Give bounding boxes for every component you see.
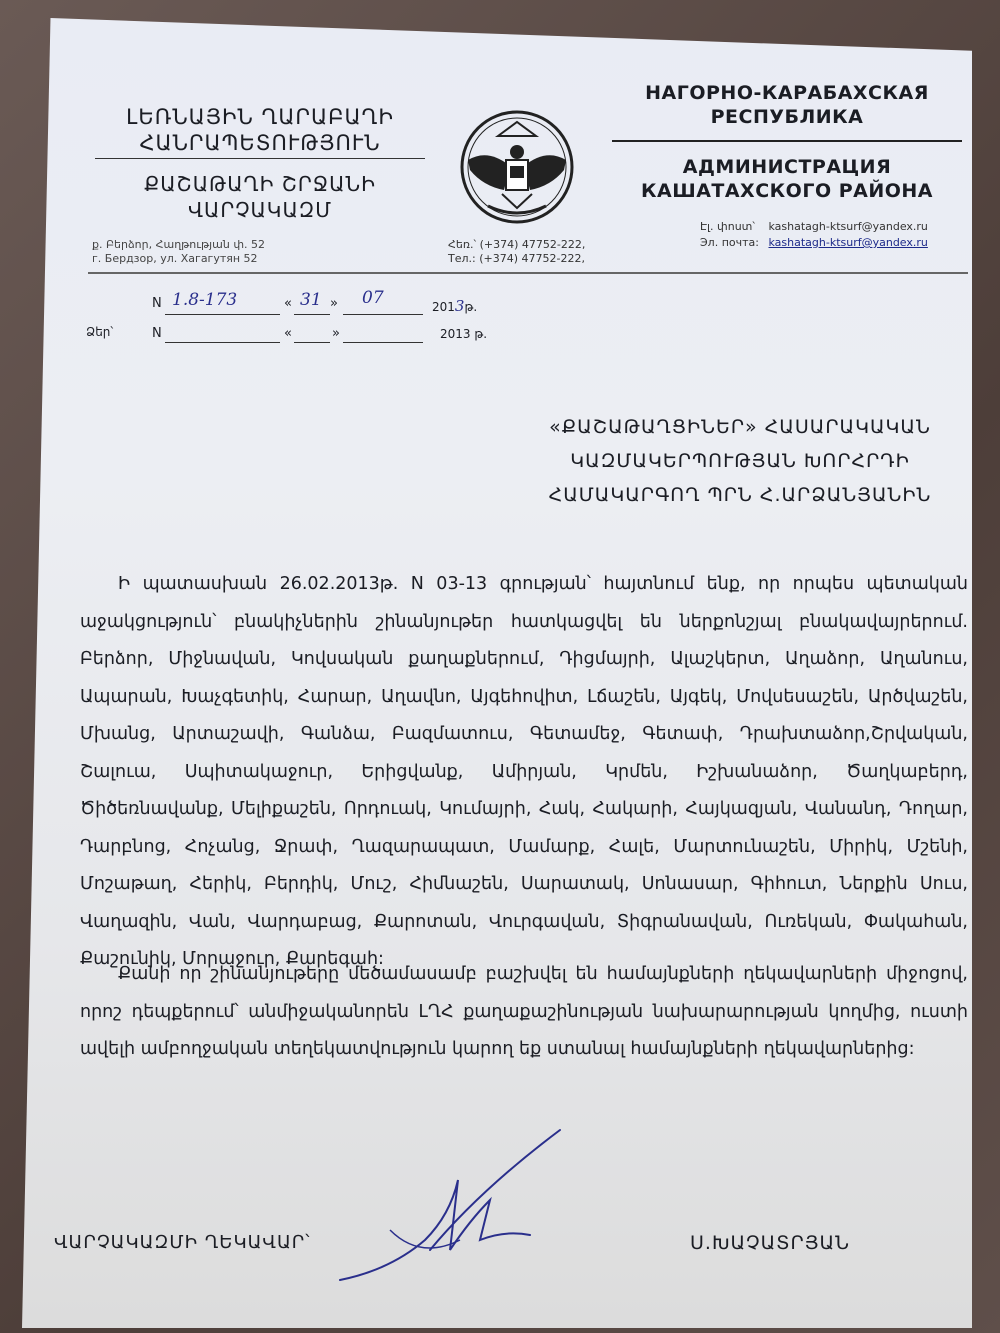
header-right-sub-1: АДМИНИСТРАЦИЯ	[682, 156, 892, 178]
phone-russian: Тел.: (+374) 47752-222,	[448, 252, 585, 265]
signature-position: ՎԱՐՉԱԿԱԶՄԻ ՂԵԿԱՎԱՐ՝	[54, 1232, 311, 1253]
reply-date-close: »	[332, 326, 340, 341]
reply-n-label: N	[152, 326, 162, 341]
header-left-sub-1: ՔԱՇԱԹԱՂԻ ՇՐՋԱՆԻ	[144, 172, 376, 196]
address-russian: г. Бердзор, ул. Хагагутян 52	[92, 252, 258, 265]
body-paragraph-2: Քանի որ շինանյութերը մեծամասամբ բաշխվել են համայնքների ղեկավարների միջոցով, որոշ դեպքերում՝ անմիջականորեն ԼՂՀ քաղաքաշինության նախարարության կողմից, ուստի ավելի ամբողջական տեղեկատվություն կարող եք ստանալ համայնքների ղեկավարներից:	[80, 964, 968, 1059]
reply-year: 2013 թ.	[440, 327, 488, 341]
reply-month-line	[343, 342, 423, 343]
ref-year-handwritten: 3	[454, 297, 465, 315]
ref-n-label: N	[152, 296, 162, 311]
ref-year	[432, 297, 477, 315]
email-armenian-row	[700, 220, 928, 233]
ref-year-prefix: 201	[432, 300, 455, 314]
email-armenian-value: kashatagh-ktsurf@yandex.ru	[768, 220, 928, 233]
header-left-divider	[95, 158, 425, 159]
addressee-line-1: «ՔԱՇԱԹԱՂՑԻՆԵՐ» ՀԱՍԱՐԱԿԱԿԱՆ	[549, 416, 931, 438]
body-paragraph-1: Ի պատասխան 26.02.2013թ. N 03-13 գրության՝ հայտնում ենք, որ որպես պետական աջակցություն՝ բնակիչներին շինանյութեր հատկացվել են ներքոնշյալ բնակավայրերում. Բերձոր, Միջնավան, Կովսական քաղաքներում, Դիցմայրի, Ալաշկերտ, Աղաձոր, Աղանուս, Ապարան, Խաչգետիկ, Հարար, Աղավնո, Այգեհովիտ, Լճաշեն, Այգեկ, Մովսեսաշեն, Արծվաշեն, Մխանց, Արտաշավի, Գանձա, Բազմատուս, Գետամեջ, Գետափ, Դրախտաձոր,Շրվական, Շալուա, Սպիտակաջուր, Երիցվանք, Ամիրյան, Կրմեն, Իշխանաձոր, Ծաղկաբերդ, Ծիծեռնավանք, Մելիքաշեն, Որդուակ, Կումայրի, Հակ, Հակարի, Հայկազյան, Վանանդ, Դողար, Դարբնոց, Հոչանց, Ջրափ, Ղազարապատ, Մամարք, Հալե, Մարտունաշեն, Միրիկ, Մշենի, Մոշաթաղ, Հերիկ, Բերդիկ, Մուշ, Հիմնաշեն, Սարատակ, Սոնասար, Գիհուտ, Ներքին Սուս, Վաղազին, Վան, Վարդաբաց, Քարոտան, Վուրգավան, Տիգրանավան, Ուռեկան, Փակահան, Քաշունիկ, Մորաջուր, Քարեգահ:	[80, 574, 968, 969]
header-left-title-2: ՀԱՆՐԱՊԵՏՈՒԹՅՈՒՆ	[139, 131, 381, 155]
header-right-title-1: НАГОРНО-КАРАБАХСКАЯ	[645, 82, 929, 104]
ref-month-line	[343, 314, 423, 315]
phone-armenian: Հեռ.՝ (+374) 47752-222,	[448, 238, 586, 251]
ref-number-line	[165, 314, 280, 315]
email-russian-label: Эл. почта:	[700, 236, 759, 249]
handwritten-signature	[330, 1120, 570, 1300]
ref-day-open: «	[284, 296, 292, 311]
header-right-divider	[612, 140, 962, 142]
reply-day-line	[294, 342, 330, 343]
ref-month: 07	[362, 288, 384, 308]
ref-year-suffix: թ.	[464, 300, 478, 314]
reply-label: Ձեր՝	[86, 325, 114, 339]
addressee-line-3: ՀԱՄԱԿԱՐԳՈՂ ՊՐՆ Հ.ԱՐՁԱՆՅԱՆԻՆ	[548, 484, 932, 506]
addressee-line-2: ԿԱԶՄԱԿԵՐՊՈՒԹՅԱՆ ԽՈՐՀՐԴԻ	[570, 450, 910, 472]
signatory-name: Ս.ԽԱՉԱՏՐՅԱՆ	[690, 1232, 850, 1254]
header-right-sub-2: КАШАТАХСКОГО РАЙОНА	[640, 180, 933, 202]
header-right-title-2: РЕСПУБЛИКА	[710, 106, 864, 128]
ref-number: 1.8-173	[172, 290, 238, 310]
letterhead-bottom-rule	[88, 272, 968, 274]
header-left-title-1: ԼԵՌՆԱՅԻՆ ՂԱՐԱԲԱՂԻ	[126, 105, 394, 129]
email-russian-row	[700, 236, 928, 249]
ref-day-line	[294, 314, 330, 315]
reply-number-line	[165, 342, 280, 343]
reply-date-open: «	[284, 326, 292, 341]
ref-day-close: »	[330, 296, 338, 311]
address-armenian: ք. Բերձոր, Հաղթության փ. 52	[92, 238, 266, 251]
header-left-sub-2: ՎԱՐՉԱԿԱԶՄ	[187, 198, 333, 222]
coat-of-arms-emblem	[458, 108, 576, 226]
ref-day: 31	[300, 290, 322, 310]
email-armenian-label: Էլ. փոստ՝	[700, 220, 755, 233]
email-russian-link[interactable]: kashatagh-ktsurf@yandex.ru	[768, 236, 928, 249]
